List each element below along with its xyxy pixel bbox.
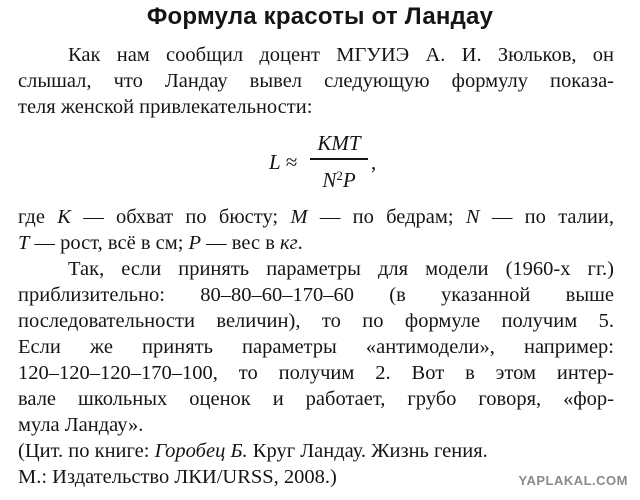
site-watermark: YAPLAKAL.COM — [518, 473, 628, 488]
citation-author: Горобец Б. — [154, 440, 248, 462]
landau-formula — [0, 130, 640, 196]
var-p: P — [188, 232, 202, 254]
var-n: N — [465, 206, 480, 228]
formula-comma: , — [371, 150, 377, 174]
definitions-line-1 — [18, 205, 614, 229]
var-t: T — [18, 232, 30, 254]
formula-numerator: KMT — [317, 131, 361, 155]
denominator-base: N — [322, 167, 337, 192]
def-t-text: — рост, всё в см; — [29, 232, 189, 254]
def-n-text: — по талии, — [479, 206, 614, 228]
denominator-tail: P — [342, 167, 356, 192]
var-k: K — [57, 206, 71, 228]
para2-line-2: приблизительно: 80–80–60–170–60 (в указанной выше — [18, 284, 614, 306]
intro-line-3: теля женской привлекательности: — [18, 96, 313, 118]
def-p-text: — вес в — [201, 232, 280, 254]
para2-line-6: вале школьных оценок и работает, грубо говоря, «фор- — [18, 388, 614, 410]
def-end: . — [297, 232, 303, 254]
para2-line-1: Так, если принять параметры для модели (1960-х гг.) — [68, 258, 614, 280]
para2-line-3: последовательности величин), то по формуле получим 5. — [18, 310, 614, 332]
para2-line-4: Если же принять параметры «антимодели», например: — [18, 336, 614, 358]
formula-fraction — [310, 130, 368, 193]
formula-lhs: L ≈ — [269, 150, 298, 174]
definitions-line-2 — [18, 231, 303, 255]
var-m: M — [290, 206, 308, 228]
para2-line-5: 120–120–120–170–100, то получим 2. Вот в этом интер- — [18, 362, 614, 384]
intro-line-1: Как нам сообщил доцент МГУИЭ А. И. Зюльков, он — [68, 44, 614, 66]
article-title: Формула красоты от Ландау — [146, 3, 494, 30]
denominator-exponent: 2 — [336, 167, 343, 183]
para2-line-7: мула Ландау». — [18, 414, 144, 436]
citation-line-2: М.: Издательство ЛКИ/URSS, 2008.) — [18, 466, 337, 488]
citation-title: Круг Ландау. Жизнь гения. — [247, 440, 488, 462]
formula-denominator — [310, 163, 368, 193]
citation-line-1 — [18, 439, 488, 463]
fraction-bar — [310, 158, 368, 160]
citation-prefix: (Цит. по книге: — [18, 440, 155, 462]
def-m-text: — по бедрам; — [307, 206, 466, 228]
def-k-text: — обхват по бюсту; — [70, 206, 291, 228]
intro-line-2: слышал, что Ландау вывел следующую формулу показа- — [18, 70, 614, 92]
def-prefix: где — [18, 206, 58, 228]
unit-kg: кг — [280, 232, 298, 254]
